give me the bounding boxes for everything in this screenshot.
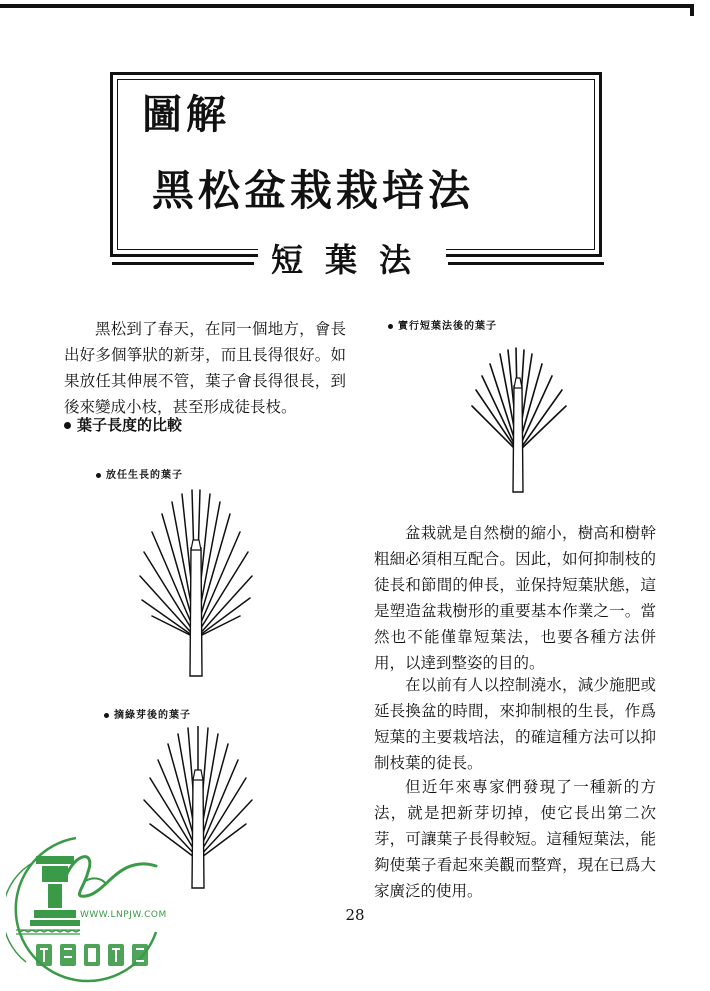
paragraph-2: 盆栽就是自然樹的縮小，樹高和樹幹粗細必須相互配合。因此，如何抑制枝的徒長和節間的伸長，並保持短葉狀態，這是塑造盆栽樹形的重要基本作業之一。當然也不能僅靠短葉法，也要各種方法併用，以達到整姿的目的。	[374, 524, 656, 672]
top-rule	[0, 4, 694, 8]
caption-unattended	[96, 469, 183, 483]
section-heading	[64, 414, 182, 436]
top-rule-corner	[690, 4, 694, 16]
bullet-icon	[96, 473, 101, 478]
pine-shoot-unattended-illustration	[138, 488, 256, 678]
title-line1: 圖解	[142, 92, 230, 138]
paragraph-1: 黑松到了春天，在同一個地方，會長出好多個箏狀的新芽，而且長得很好。如果放任其伸展不管，葉子會長得很長，到後來變成小枝，甚至形成徒長枝。	[64, 320, 346, 416]
paragraph-3: 在以前有人以控制澆水，減少施肥或延長換盆的時間，來抑制根的生長，作爲短葉的主要栽培法，的確這種方法可以抑制枝葉的徒長。	[374, 676, 656, 772]
pine-shoot-short-leaf-illustration	[470, 346, 570, 494]
section-heading-text: 葉子長度的比較	[77, 416, 183, 434]
caption-text: 摘綠芽後的葉子	[114, 710, 191, 721]
subtitle-rule-left	[112, 262, 254, 265]
bullet-icon	[64, 422, 71, 429]
watermark-url: WWW.LNPJW.COM	[80, 910, 167, 920]
title-line2: 黑松盆栽栽培法	[152, 166, 475, 215]
page-number: 28	[345, 906, 365, 924]
paragraph-4: 但近年來專家們發現了一種新的方法，就是把新芽切掉，使它長出第二次芽，可讓葉子長得較短。這種短葉法，能夠使葉子看起來美觀而整齊，現在已爲大家廣泛的使用。	[374, 778, 656, 900]
subtitle: 短葉法	[258, 244, 446, 276]
caption-text: 放任生長的葉子	[106, 470, 183, 481]
caption-short-leaf	[388, 320, 497, 334]
subtitle-rule-right	[448, 262, 604, 265]
bullet-icon	[388, 324, 393, 329]
caption-text: 實行短葉法後的葉子	[398, 321, 497, 332]
caption-bud-removal	[104, 709, 191, 723]
bullet-icon	[104, 713, 109, 718]
